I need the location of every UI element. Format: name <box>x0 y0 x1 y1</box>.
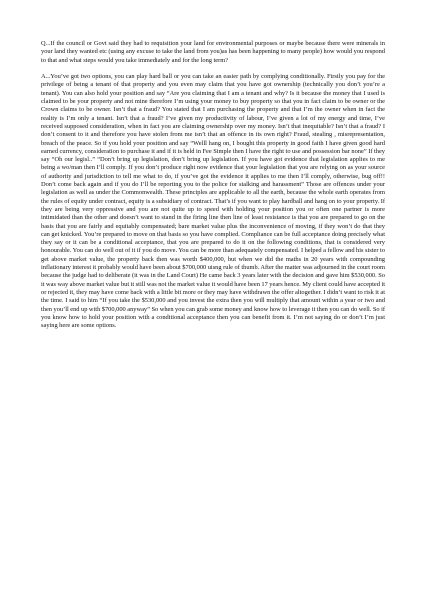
answer-paragraph: A...You’ve got two options, you can play hard ball or you can take an easier path by complying conditionally. Firstly you pay for the privilege of being a tenant of that property and you even may claim that you have got ownership (technically you don’t you’re a tenant). You can also hold your position and say “Are you claiming that I am a tenant and why? Is it because the money that I used is claimed to be your property and not mine therefore I’m using your money to buy property so that you in fact claim to be owner or the Crown claims to be owner. Isn’t that a fraud? You stated that I am purchasing the property and that I’m the owner when in fact the reality is I’m only a tenant. Isn’t that a fraud? I’ve given my productivity of labour, I’ve given a lot of my energy and time, I’ve received supposed consideration, when in fact you are claiming ownership over my money. Isn’t that inequitable? Isn’t that a fraud? I don’t consent to it and therefore you have stolen from me isn’t that an offence in its own right? Fraud, stealing , misrepresentation, breach of the peace. So if you hold your position and say “Welll hang on, I bought this property in good faith I have given good hard earned currency, consideration to purchase it and if it is held in Fee Simple then I have the right to use and possession bar none” If they say “Oh our legisl..” “Don’t bring up legislation, don’t bring up legislation. If you have got evidence that legislation applies to me being a wo/man then I’ll comply. If you don’t produce right now evidence that your legislation that you are relying on as your source of authority and jurisdiction to tell me what to do, if you’ve got the evidence it applies to me then I’ll comply, otherwise, bug off!! Don’t come back again and if you do I’ll be reporting you to the police for stalking and harassment” Those are offences under your legislation as well as under the Commonwealth. These principles are applicable to all the earth, because the whole earth operates from the rules of equity under contract, equity is a subsidiary of contract. That’s if you want to play hardball and hang on to your property. If they are being very oppressive and you are not quite up to speed with holding your position you or often one partner is more intimidated than the other and doesn’t want to stand in the firing line then line of least resistance is that you are prepared to go on the basis that you are fairly and equitably compensated; bare market value plus the inconvenience of moving, if they won’t do that they can get knicked. You’re prepared to move on that basis so you have complied. Compliance can be full acceptance doing precisely what they say or it can be a conditional acceptance, that you are prepared to do it on the following conditions, that is considered very honourable. You can do well out of it if you do move. You can be more than adequately compensated. I helped a fellow and his sister to get above market value, the property back then was worth $400,000, but when we did the maths in 20 years with compounding inflationary interest it probably would have been about $700,000 uisng rule of thumb. After the matter was adjourned in the court room because the judge had to deliberate (it was in the Land Court) He came back 3 years later with the decision and gave him $530,000. So it was way above market value but it still was not the market value it would have been 17 years hence. My client could have accepted it or rejected it, they may have come back with a little bit more or they may have withdrawn the offer altogether. I didn’t want to risk it at the time. I said to him “If you take the $530,000 and you invest the extra then you will multiply that amount within a year or two and then you’ll end up with $700,000 anyway” So when you can grab some money and know how to leverage it then you can do well. So if you know how to hold your position with a conditional acceptance then you can benefit from it. I’m not saying do or don’t I’m just saying here are some options. <box>41 73 385 330</box>
document-page <box>41 40 385 330</box>
question-paragraph: Q...If the council or Govt said they had to requisition your land for environmental purposes or maybe because there were minerals in your land they wanted etc (using any excuse to take the land from you)as has been happening to many people) how would you respond to that and what steps would you take immediately and for the long term? <box>41 40 385 64</box>
